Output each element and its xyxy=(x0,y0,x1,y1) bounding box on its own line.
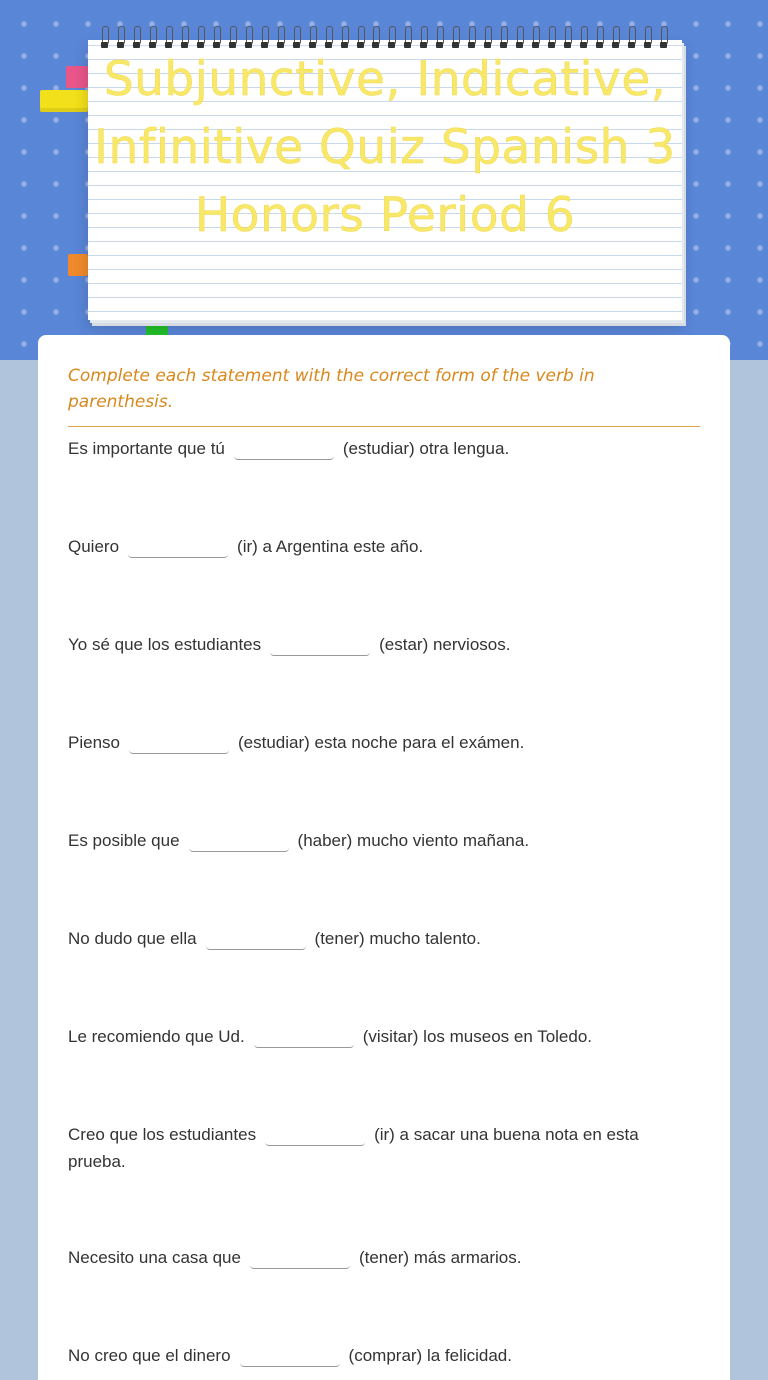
question-6 xyxy=(68,925,700,952)
question-text-before: Le recomiendo que Ud. xyxy=(68,1027,245,1046)
question-text-before: Creo que los estudiantes xyxy=(68,1125,257,1144)
question-text-before: Pienso xyxy=(68,733,120,752)
question-8 xyxy=(68,1121,700,1175)
question-text-after: (visitar) los museos en Toledo. xyxy=(362,1027,593,1046)
question-text-after: (haber) mucho viento mañana. xyxy=(297,831,530,850)
question-text-before: Quiero xyxy=(68,537,120,556)
question-text-before: Yo sé que los estudiantes xyxy=(68,635,262,654)
worksheet-card xyxy=(38,335,730,1380)
answer-blank[interactable] xyxy=(206,930,306,950)
question-4 xyxy=(68,729,700,756)
answer-blank[interactable] xyxy=(128,538,228,558)
answer-blank[interactable] xyxy=(240,1347,340,1367)
question-text-after: (ir) a Argentina este año. xyxy=(237,537,424,556)
question-10 xyxy=(68,1342,700,1369)
question-text-after: (comprar) la felicidad. xyxy=(348,1346,512,1365)
pink-tab xyxy=(66,66,88,88)
question-1 xyxy=(68,435,700,462)
answer-blank[interactable] xyxy=(129,734,229,754)
question-3 xyxy=(68,631,700,658)
divider xyxy=(68,426,700,427)
question-text-after: (tener) más armarios. xyxy=(358,1248,522,1267)
question-9 xyxy=(68,1244,700,1271)
page-title: Subjunctive, Indicative, Infinitive Quiz Spanish 3 Honors Period 6 xyxy=(94,52,676,243)
yellow-tab xyxy=(40,90,88,112)
question-text-after: (estudiar) esta noche para el exámen. xyxy=(237,733,525,752)
answer-blank[interactable] xyxy=(254,1028,354,1048)
answer-blank[interactable] xyxy=(265,1126,365,1146)
question-text-after: (estudiar) otra lengua. xyxy=(342,439,510,458)
question-2 xyxy=(68,533,700,560)
answer-blank[interactable] xyxy=(189,832,289,852)
question-text-after: (tener) mucho talento. xyxy=(314,929,481,948)
question-text-after: (ir) a sacar una buena nota en esta prueba. xyxy=(68,1125,639,1171)
question-text-before: Necesito una casa que xyxy=(68,1248,241,1267)
question-text-before: Es importante que tú xyxy=(68,439,225,458)
instructions: Complete each statement with the correct form of the verb in parenthesis. xyxy=(68,366,595,412)
question-7 xyxy=(68,1023,700,1050)
question-text-before: Es posible que xyxy=(68,831,180,850)
question-text-before: No creo que el dinero xyxy=(68,1346,231,1365)
question-text-before: No dudo que ella xyxy=(68,929,197,948)
answer-blank[interactable] xyxy=(270,636,370,656)
question-5 xyxy=(68,827,700,854)
question-text-after: (estar) nerviosos. xyxy=(379,635,511,654)
answer-blank[interactable] xyxy=(234,440,334,460)
orange-tab xyxy=(68,254,88,276)
answer-blank[interactable] xyxy=(250,1249,350,1269)
